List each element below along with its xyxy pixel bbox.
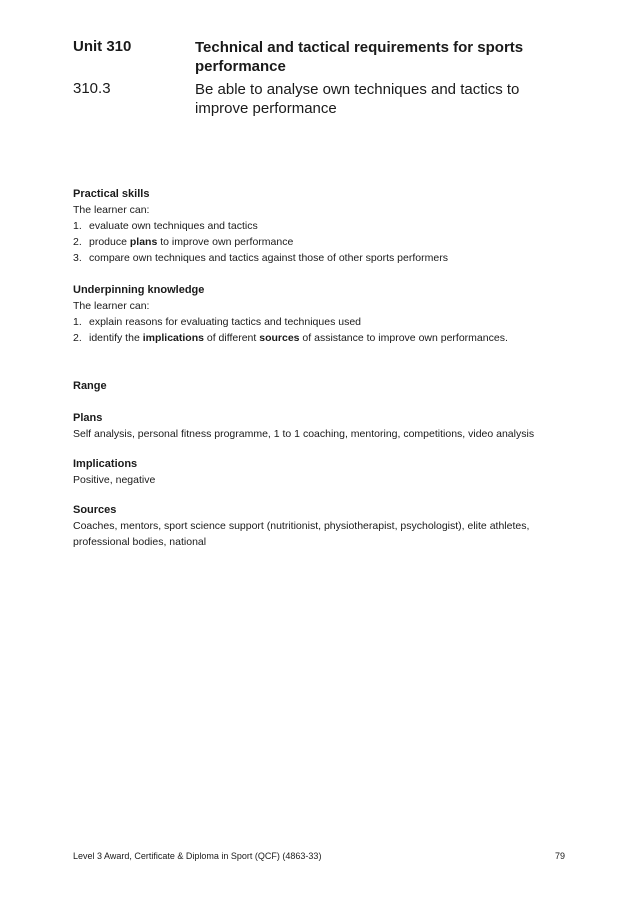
outcome-number: 310.3 (73, 80, 111, 97)
underpinning-knowledge-heading: Underpinning knowledge (73, 284, 205, 296)
sources-section (73, 502, 565, 550)
knowledge-intro: The learner can: (73, 300, 150, 312)
list-text-pre: produce (89, 236, 130, 248)
implications-term: implications (142, 332, 204, 344)
list-text-pre: identify the (89, 332, 143, 344)
outcome-text: Be able to analyse own techniques and tactics to improve performance (195, 81, 520, 117)
list-item (73, 234, 565, 250)
list-item (73, 314, 565, 330)
list-text-bold: plans (129, 236, 158, 248)
list-text: evaluate own techniques and tactics (89, 220, 258, 232)
list-item (73, 330, 565, 346)
unit-number: Unit 310 (73, 38, 132, 55)
list-text: compare own techniques and tactics against those of other sports performers (89, 252, 448, 264)
plans-heading: Plans (73, 412, 103, 424)
list-text-mid: of different (203, 332, 260, 344)
unit-title: Technical and tactical requirements for sports performance (195, 39, 524, 75)
sources-text-line1: Coaches, mentors, sport science support (nutritionist, physiotherapist, psychologist), elite athletes, (73, 520, 530, 532)
page-number: 79 (554, 851, 565, 861)
page-footer (73, 851, 565, 861)
plans-section (73, 410, 565, 442)
list-text (89, 330, 508, 346)
list-number: 1. (73, 220, 82, 232)
sources-heading: Sources (73, 504, 117, 516)
range-heading: Range (73, 380, 107, 392)
underpinning-knowledge-section (73, 282, 565, 346)
list-text (89, 234, 293, 250)
list-text-post: to improve own performance (157, 236, 294, 248)
implications-heading: Implications (73, 458, 138, 470)
list-text: explain reasons for evaluating tactics and techniques used (89, 316, 362, 328)
range-section (73, 378, 565, 394)
implications-section (73, 456, 565, 488)
list-text-post: of assistance to improve own performances. (299, 332, 508, 344)
practical-skills-heading: Practical skills (73, 188, 150, 200)
plans-text: Self analysis, personal fitness programme, 1 to 1 coaching, mentoring, competitions, video analysis (73, 428, 535, 440)
implications-text: Positive, negative (73, 474, 156, 486)
list-item (73, 250, 565, 266)
footer-title: Level 3 Award, Certificate & Diploma in Sport (QCF) (4863-33) (73, 851, 322, 861)
practical-skills-section (73, 186, 565, 266)
list-item (73, 218, 565, 234)
practical-intro: The learner can: (73, 204, 150, 216)
sources-text-line2: professional bodies, national (73, 536, 207, 548)
list-number: 2. (73, 236, 82, 248)
document-page (73, 0, 565, 903)
sources-term: sources (259, 332, 300, 344)
list-number: 1. (73, 316, 82, 328)
list-number: 3. (73, 252, 82, 264)
list-number: 2. (73, 332, 82, 344)
